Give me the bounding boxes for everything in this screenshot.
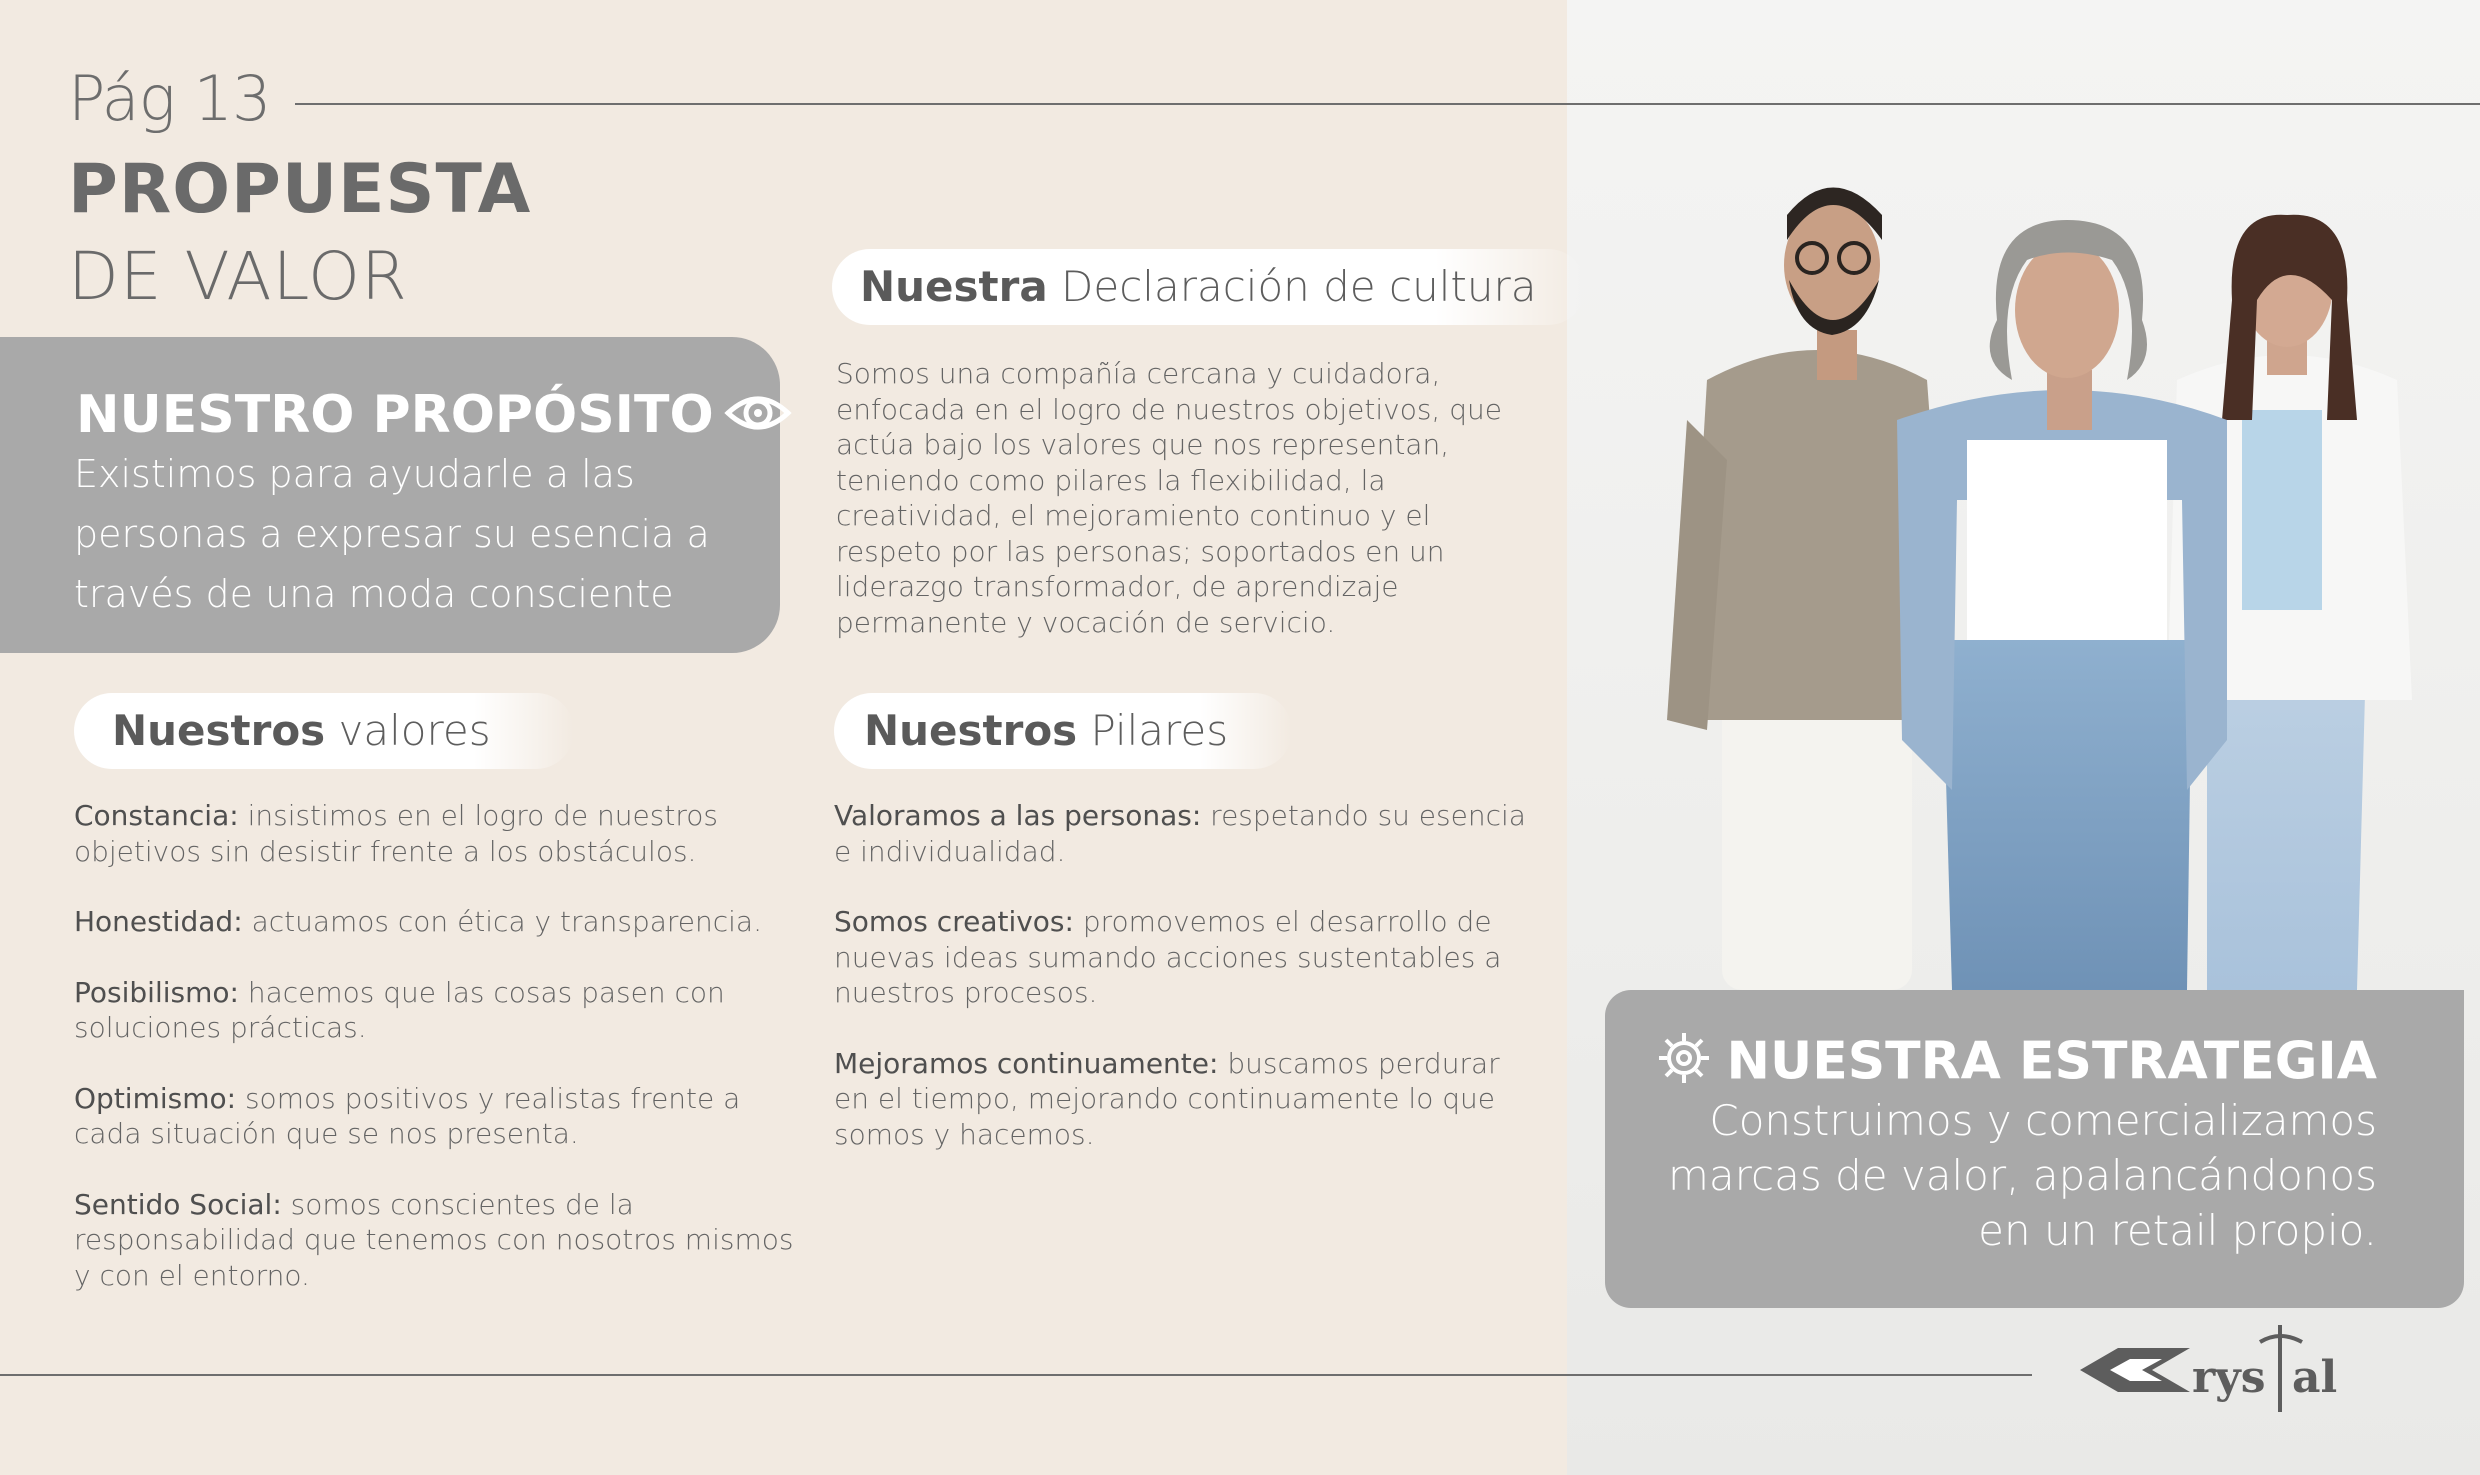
list-item [74,1081,794,1152]
gear-icon [1656,1030,1712,1099]
strategy-text: Construimos y comercializamos marcas de valor, apalancándonos en un retail propio. [1668,1096,2377,1255]
eye-icon [724,388,792,448]
pillars-heading-light: Pilares [1090,706,1229,755]
svg-text:rys: rys [2192,1352,2266,1403]
value-desc: insistimos en el logro de nuestros objetivos sin desistir frente a los obstáculos. [74,799,718,868]
value-desc: actuamos con ética y transparencia. [251,905,762,938]
value-desc: somos conscientes de la responsabilidad que tenemos con nosotros mismos y con el entorno. [74,1187,794,1292]
value-term: Constancia: [74,799,239,832]
culture-heading-pill [832,249,1586,325]
pillar-term: Valoramos a las personas: [834,799,1202,832]
values-heading-bold: Nuestros [112,706,326,755]
pillar-desc: respetando su esencia e individualidad. [834,799,1526,868]
culture-text: Somos una compañía cercana y cuidadora, enfocada en el logro de nuestros objetivos, que actúa bajo los valores que nos representan, teniendo como pilares la flexibilidad, la creatividad, el mejoramiento continuo y el respeto por las personas; soportados en un liderazgo transformador, de aprendizaje permanente y vocación de servicio. [836,357,1502,639]
values-heading-light: valores [338,706,491,755]
value-desc: hacemos que las cosas pasen con soluciones prácticas. [74,975,725,1044]
list-item [74,904,794,940]
crystal-logo [2080,1320,2380,1420]
value-term: Optimismo: [74,1081,237,1115]
value-term: Sentido Social: [74,1187,282,1221]
pillar-term: Mejoramos continuamente: [834,1046,1219,1080]
page-number: Pág 13 [68,62,271,135]
pillar-desc: buscamos perdurar en el tiempo, mejorando continuamente lo que somos y hacemos. [834,1046,1500,1151]
purpose-text: Existimos para ayudarle a las personas a expresar su esencia a través de una moda consciente [74,452,710,616]
values-heading-pill [74,693,574,769]
purpose-title: NUESTRO PROPÓSITO [76,385,714,445]
list-item [74,1187,794,1294]
list-item [834,1046,1534,1153]
page-title: PROPUESTA [68,150,532,229]
pillars-list [834,798,1534,1187]
footer-divider [0,1374,2032,1376]
page-subtitle: DE VALOR [68,238,408,315]
list-item [834,798,1534,869]
pillar-term: Somos creativos: [834,905,1074,938]
list-item [74,798,794,869]
value-term: Posibilismo: [74,975,239,1009]
strategy-title: NUESTRA ESTRATEGIA [1726,1031,2377,1092]
culture-heading-light: Declaración de cultura [1061,262,1537,311]
purpose-heading [76,385,792,448]
strategy-heading [1656,1030,2377,1099]
list-item [834,904,1534,1011]
value-desc: somos positivos y realistas frente a cada situación que se nos presenta. [74,1081,741,1150]
pillars-heading-bold: Nuestros [864,706,1078,755]
value-term: Honestidad: [74,905,243,938]
values-list [74,798,794,1328]
svg-text:al: al [2292,1352,2338,1403]
header-divider [295,103,2480,105]
pillars-heading-pill [834,693,1292,769]
pillar-desc: promovemos el desarrollo de nuevas ideas sumando acciones sustentables a nuestros procesos. [834,905,1502,1009]
list-item [74,975,794,1046]
culture-heading-bold: Nuestra [860,262,1048,311]
